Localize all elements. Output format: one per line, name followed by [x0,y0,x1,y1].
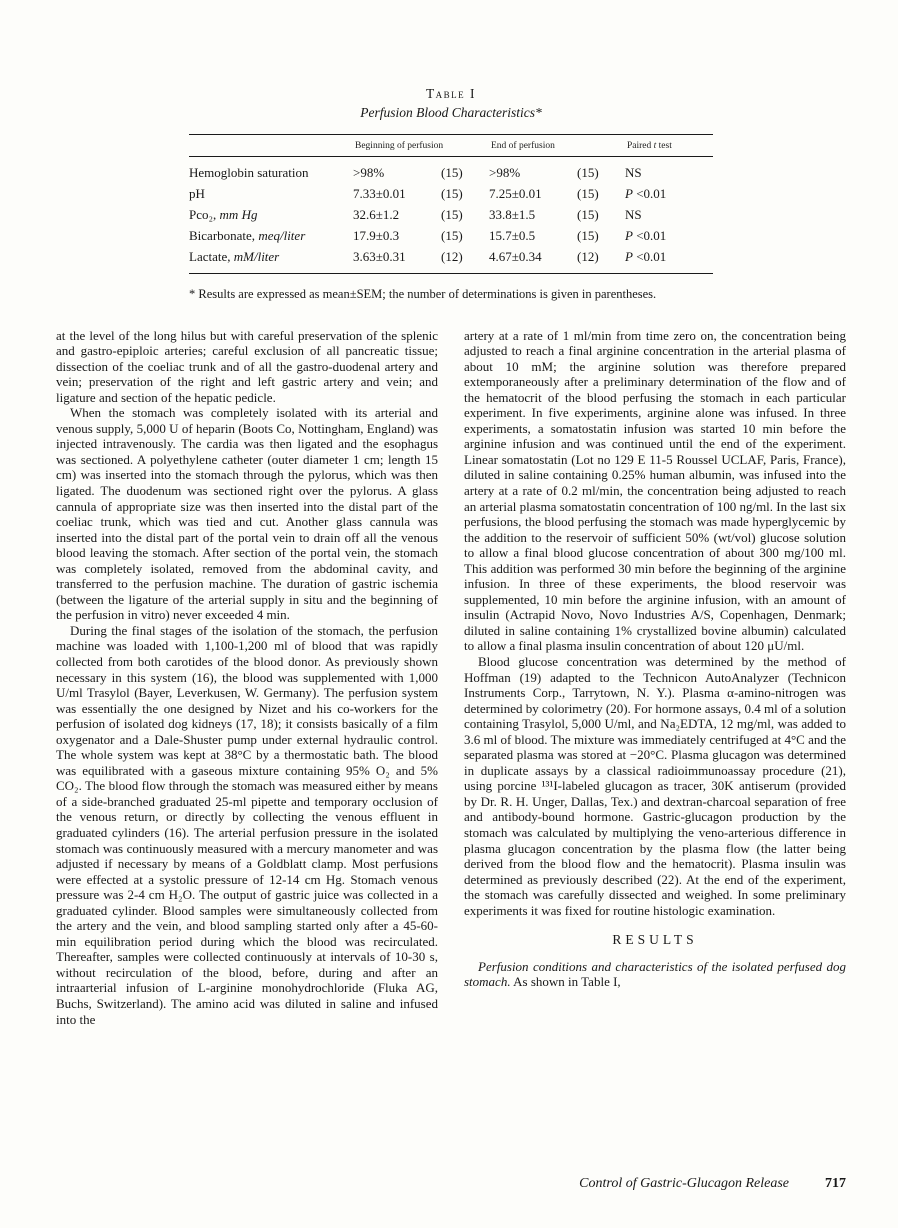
cell-begin-n: (15) [441,165,463,180]
cell-begin-value: 17.9±0.3 [353,228,400,243]
perfusion-blood-table [189,134,713,274]
header-end-of-perfusion: End of perfusion [489,135,625,157]
cell-begin-n: (15) [441,207,463,222]
paragraph-continuation: at the level of the long hilus but with careful preservation of the splenic and gastro-epiploic arteries; careful exclusion of all pancreatic tissue; dissection of the coeliac trunk and of all the gastro-duodenal artery and vein; preservation of the right and left gastric artery and vein; and ligature and section of the hepatic pedicle. [56,327,438,405]
cell-end-value: 33.8±1.5 [489,207,536,222]
row-label: Bicarbonate, meq/liter [189,228,306,243]
row-label: Hemoglobin saturation [189,165,309,180]
cell-begin-n: (12) [441,249,463,264]
cell-begin-value: 7.33±0.01 [353,186,406,201]
cell-end-value: 7.25±0.01 [489,186,542,201]
results-lead-italic: Perfusion conditions and characteristics of the isolated perfused dog stomach. [464,958,846,990]
right-column [464,328,846,1204]
left-column [56,328,438,1204]
cell-end-value: 4.67±0.34 [489,249,542,264]
table-row-pco2 [189,205,713,226]
running-title: Control of Gastric-Glucagon Release [579,1175,789,1191]
cell-end-n: (15) [577,186,599,201]
cell-end-n: (15) [577,228,599,243]
table-footnote: * Results are expressed as mean±SEM; the number of determinations is given in parentheses. [189,287,657,301]
cell-begin-n: (15) [441,228,463,243]
cell-paired-t: P <0.01 [625,249,667,264]
row-label: pH [189,186,205,201]
cell-paired-t: P <0.01 [625,186,667,201]
paragraph-isolation: When the stomach was completely isolated with its arterial and venous supply, 5,000 U of heparin (Boots Co, Nottingham, England) was injected intravenously. The cardia was then ligated and the esophagus was sectioned. A polyethylene catheter (outer diameter 1 cm; length 15 cm) was inserted into the stomach through the pylorus, which was then ligated. The duodenum was sectioned right over the pylorus. A glass cannula of appropriate size was then inserted into the distal part of the coeliac trunk, which was tied and cut. Another glass cannula was inserted into the distal part of the portal vein to drain off all the venous blood leaving the stomach. After section of the portal vein, the stomach was completely isolated, removed from the abdominal cavity, and transferred to the perfusion machine. The duration of gastric ischemia (between the ligature of the arterial supply in situ and the beginning of the perfusion in vitro) never exceeded 4 min. [56,405,438,623]
cell-begin-value: >98% [353,165,385,180]
results-heading: RESULTS [612,932,698,948]
paragraph-arginine-infusion: artery at a rate of 1 ml/min from time zero on, the concentration being adjusted to reach a final arginine concentration in the arterial plasma of about 10 mM; the arginine solution was therefore prepared extemporaneously after a preliminary determination of the flow and of the hematocrit of the blood perfusing the stomach in each particular experiment. In five experiments, arginine alone was infused. In three experiments, a somatostatin infusion was started 10 min before the arginine infusion and was continued until the end of the experiment. Linear somatostatin (Lot no 129 E 11-5 Roussel UCLAF, Paris, France), diluted in saline containing 0.25% human albumin, was infused into the artery at a rate of 0.2 ml/min, the concentration being adjusted to reach an arterial plasma somatostatin concentration of 100 ng/ml. In the last six perfusions, the blood perfusing the stomach was made hyperglycemic by the addition to the reservoir of sufficient 50% (wt/vol) glucose solution to allow a final blood glucose concentration of about 300 mg/100 ml. This addition was performed 30 min before the beginning of the arginine infusion. In three of these experiments, the blood reservoir was supplemented, 10 min before the arginine infusion, with an amount of insulin (Actrapid Novo, Novo Industries A/S, Copenhagen, Denmark; diluted in saline containing 1% crystallized bovine albumin) calculated to allow a final plasma insulin concentration of about 120 μU/ml. [464,327,846,654]
row-label: Lactate, mM/liter [189,249,280,264]
table-row-bicarbonate [189,226,713,247]
table-1-block [189,86,713,303]
header-paired-t-test: Paired t test [625,135,713,157]
cell-end-n: (15) [577,165,599,180]
page-footer [464,1176,846,1204]
cell-begin-value: 32.6±1.2 [353,207,400,222]
body-columns [56,328,846,1204]
table-row-ph [189,184,713,205]
cell-begin-n: (15) [441,186,463,201]
cell-begin-value: 3.63±0.31 [353,249,406,264]
header-empty [189,135,353,157]
cell-paired-t: P <0.01 [625,228,667,243]
table-row-hemoglobin [189,157,713,184]
cell-paired-t: NS [625,165,642,180]
cell-end-n: (12) [577,249,599,264]
row-label: Pco₂, mm Hg [189,207,258,222]
header-beginning-of-perfusion: Beginning of perfusion [353,135,489,157]
table-title: Table I [425,86,477,101]
cell-end-value: 15.7±0.5 [489,228,536,243]
page-number: 717 [825,1175,846,1191]
cell-paired-t: NS [625,207,642,222]
results-lead-rest: As shown in Table I, [510,974,621,990]
table-header-row [189,135,713,157]
table-row-lactate [189,247,713,274]
results-paragraph [464,959,846,990]
cell-end-value: >98% [489,165,521,180]
paragraph-assays: Blood glucose concentration was determined by the method of Hoffman (19) adapted to the Technicon AutoAnalyzer (Technicon Instruments Corp., Tarrytown, N. Y.). Plasma α-amino-nitrogen was determined by colorimetry (20). For hormone assays, 0.4 ml of a solution containing Trasylol, 5,000 U/ml, and Na₂EDTA, 12 mg/ml, was added to 3.6 ml of blood. The mixture was immediately centrifuged at 4°C and the separated plasma was stored at −20°C. Plasma glucagon was determined in duplicate assays by a classical radioimmunoassay procedure (21), using porcine ¹³¹I-labeled glucagon as tracer, 30K antiserum (provided by Dr. R. H. Unger, Dallas, Tex.) and dextran-charcoal separation of free and antibody-bound hormone. Gastric-glucagon production by the stomach was calculated by multiplying the veno-arterious difference in plasma glucagon concentration by the plasma flow (the latter being derived from the blood flow and the hematocrit). Plasma insulin was determined as previously described (22). At the end of the experiment, the stomach was carefully dissected and weighed. In some preliminary experiments it was fixed for routine histologic examination. [464,653,846,918]
paragraph-perfusion-machine: During the final stages of the isolation of the stomach, the perfusion machine was loaded with 1,100-1,200 ml of blood that was rapidly collected from both carotides of the blood donor. As previously shown necessary in this system (16), the blood was supplemented with 1,000 U/ml Trasylol (Bayer, Leverkusen, W. Germany). The perfusion system was essentially the one designed by Nizet and his co-workers for the perfusion of isolated dog kidneys (17, 18); it consists basically of a film oxygenator and a Dale-Shuster pump under external hydraulic control. The whole system was kept at 38°C by a thermostatic bath. The blood was equilibrated with a gaseous mixture containing 95% O₂ and 5% CO₂. The blood flow through the stomach was measured either by means of a side-branched graduated 25-ml pipette and temporary occlusion of the venous return, or directly by collecting the venous effluent in graduated cylinders (16). The arterial perfusion pressure in the isolated stomach was continuously measured with a mercury manometer and was adjusted if necessary by means of a Goldblatt clamp. Most perfusions were effected at a systolic pressure of 12-14 cm Hg. Stomach venous pressure was 2-4 cm H₂O. The output of gastric juice was collected in a graduated cylinder. Blood samples were simultaneously collected from the artery and the vein, and blood sampling started only after a 45-60-min equilibration period during which the blood was recirculated. Thereafter, samples were collected continuously at intervals of 10-30 s, without recirculation of the blood, before, during and after an intraarterial infusion of L-arginine monohydrochloride (Fluka AG, Buchs, Switzerland). The amino acid was diluted in saline and infused into the [56,622,438,1027]
cell-end-n: (15) [577,207,599,222]
table-subtitle: Perfusion Blood Characteristics* [360,105,542,120]
